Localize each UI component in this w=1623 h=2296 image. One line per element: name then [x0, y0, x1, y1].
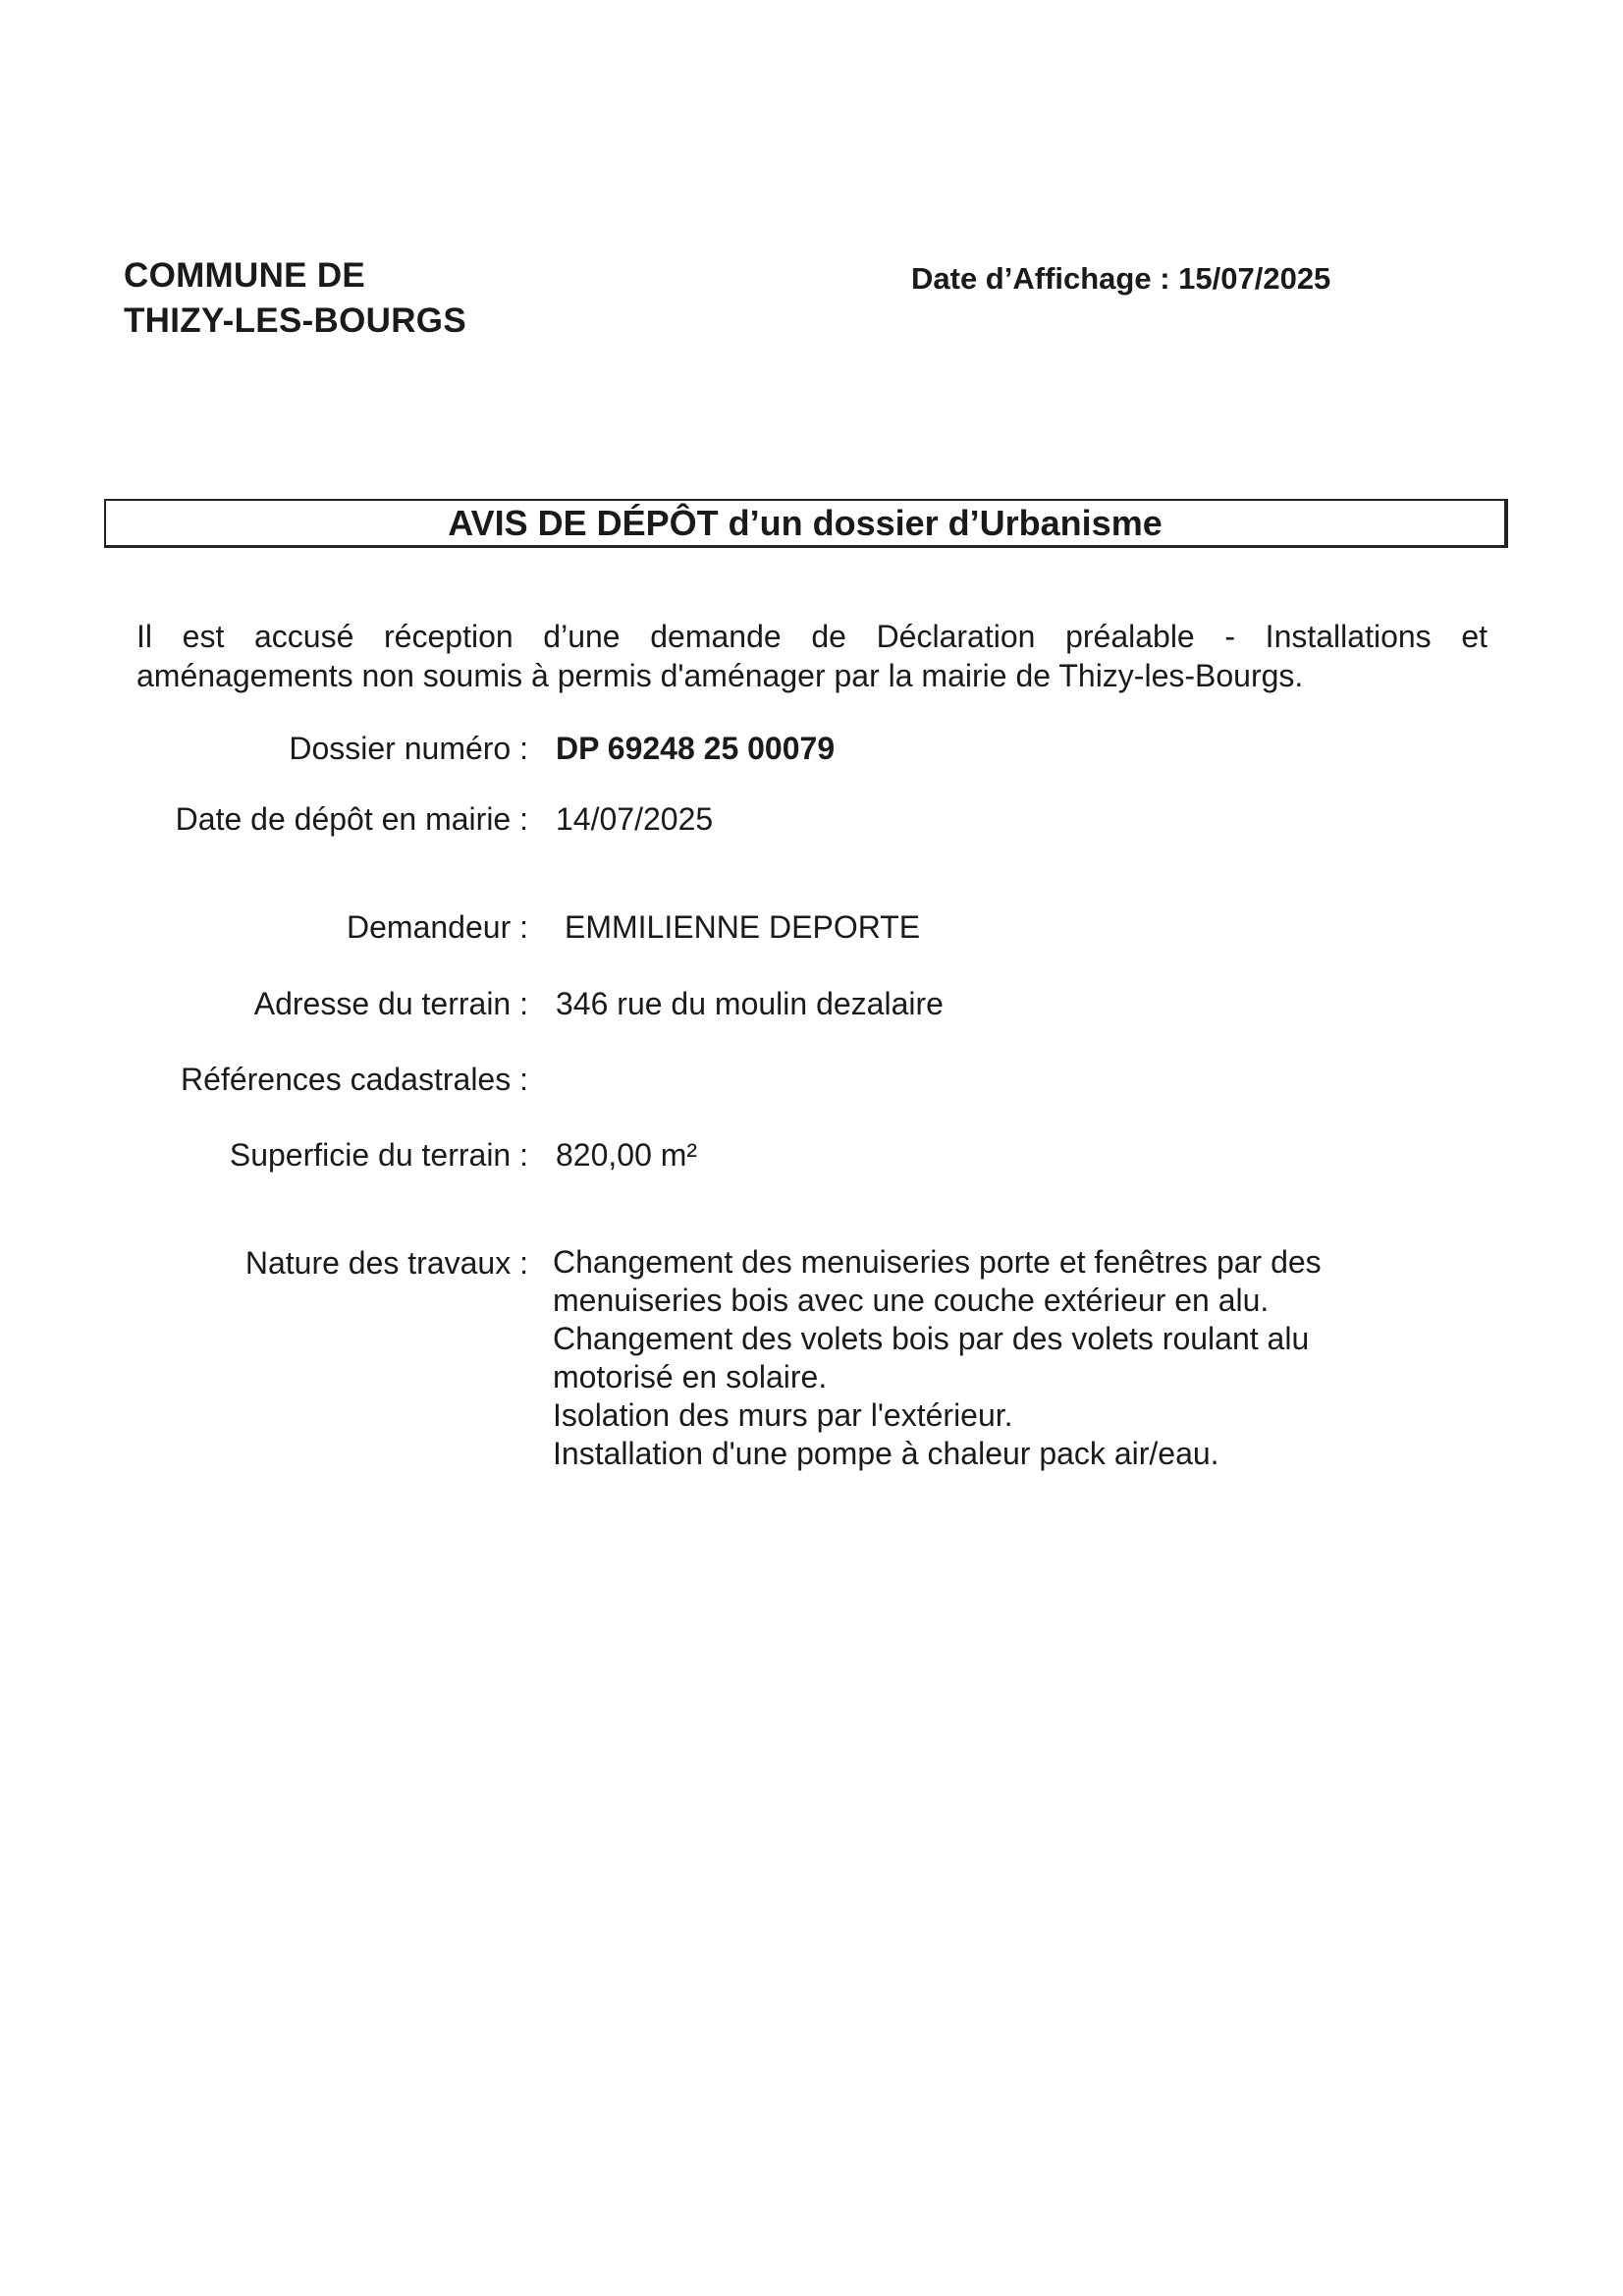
nature-line: Changement des menuiseries porte et fenêtres par des	[553, 1244, 1322, 1280]
title-box	[104, 499, 1508, 548]
field-demandeur-value: EMMILIENNE DEPORTE	[565, 909, 921, 945]
nature-line: Isolation des murs par l'extérieur.	[553, 1397, 1013, 1433]
field-superficie-value: 820,00 m²	[556, 1137, 698, 1173]
nature-line: Installation d'une pompe à chaleur pack air/eau.	[553, 1436, 1219, 1471]
commune-heading	[124, 253, 466, 344]
nature-line: Changement des volets bois par des volets roulant alu	[553, 1321, 1310, 1356]
nature-line: menuiseries bois avec une couche extérieur en alu.	[553, 1283, 1270, 1318]
field-demandeur-label: Demandeur :	[347, 909, 528, 945]
date-affichage: Date d’Affichage : 15/07/2025	[911, 261, 1331, 296]
nature-line: motorisé en solaire.	[553, 1359, 828, 1394]
field-adresse-value: 346 rue du moulin dezalaire	[556, 986, 944, 1021]
field-dossier-value: DP 69248 25 00079	[556, 731, 836, 766]
field-date-depot-label: Date de dépôt en mairie :	[175, 801, 528, 837]
page-title: AVIS DE DÉPÔT d’un dossier d’Urbanisme	[448, 503, 1163, 543]
intro-line-2: aménagements non soumis à permis d'aménager par la mairie de Thizy-les-Bourgs.	[136, 658, 1304, 693]
field-dossier-label: Dossier numéro :	[289, 731, 528, 766]
field-references-label: Références cadastrales :	[181, 1062, 528, 1097]
field-nature-label: Nature des travaux :	[244, 1245, 528, 1281]
commune-line-2: THIZY-LES-BOURGS	[124, 301, 466, 340]
field-date-depot-value: 14/07/2025	[556, 801, 714, 837]
field-adresse-label: Adresse du terrain :	[253, 986, 528, 1021]
intro-paragraph	[136, 617, 1488, 695]
intro-line-1: Il est accusé réception d’une demande de Déclaration préalable - Installations et	[136, 619, 1488, 654]
field-superficie-label: Superficie du terrain :	[229, 1137, 528, 1173]
commune-line-1: COMMUNE DE	[124, 256, 366, 295]
field-nature-value	[553, 1243, 1456, 1473]
